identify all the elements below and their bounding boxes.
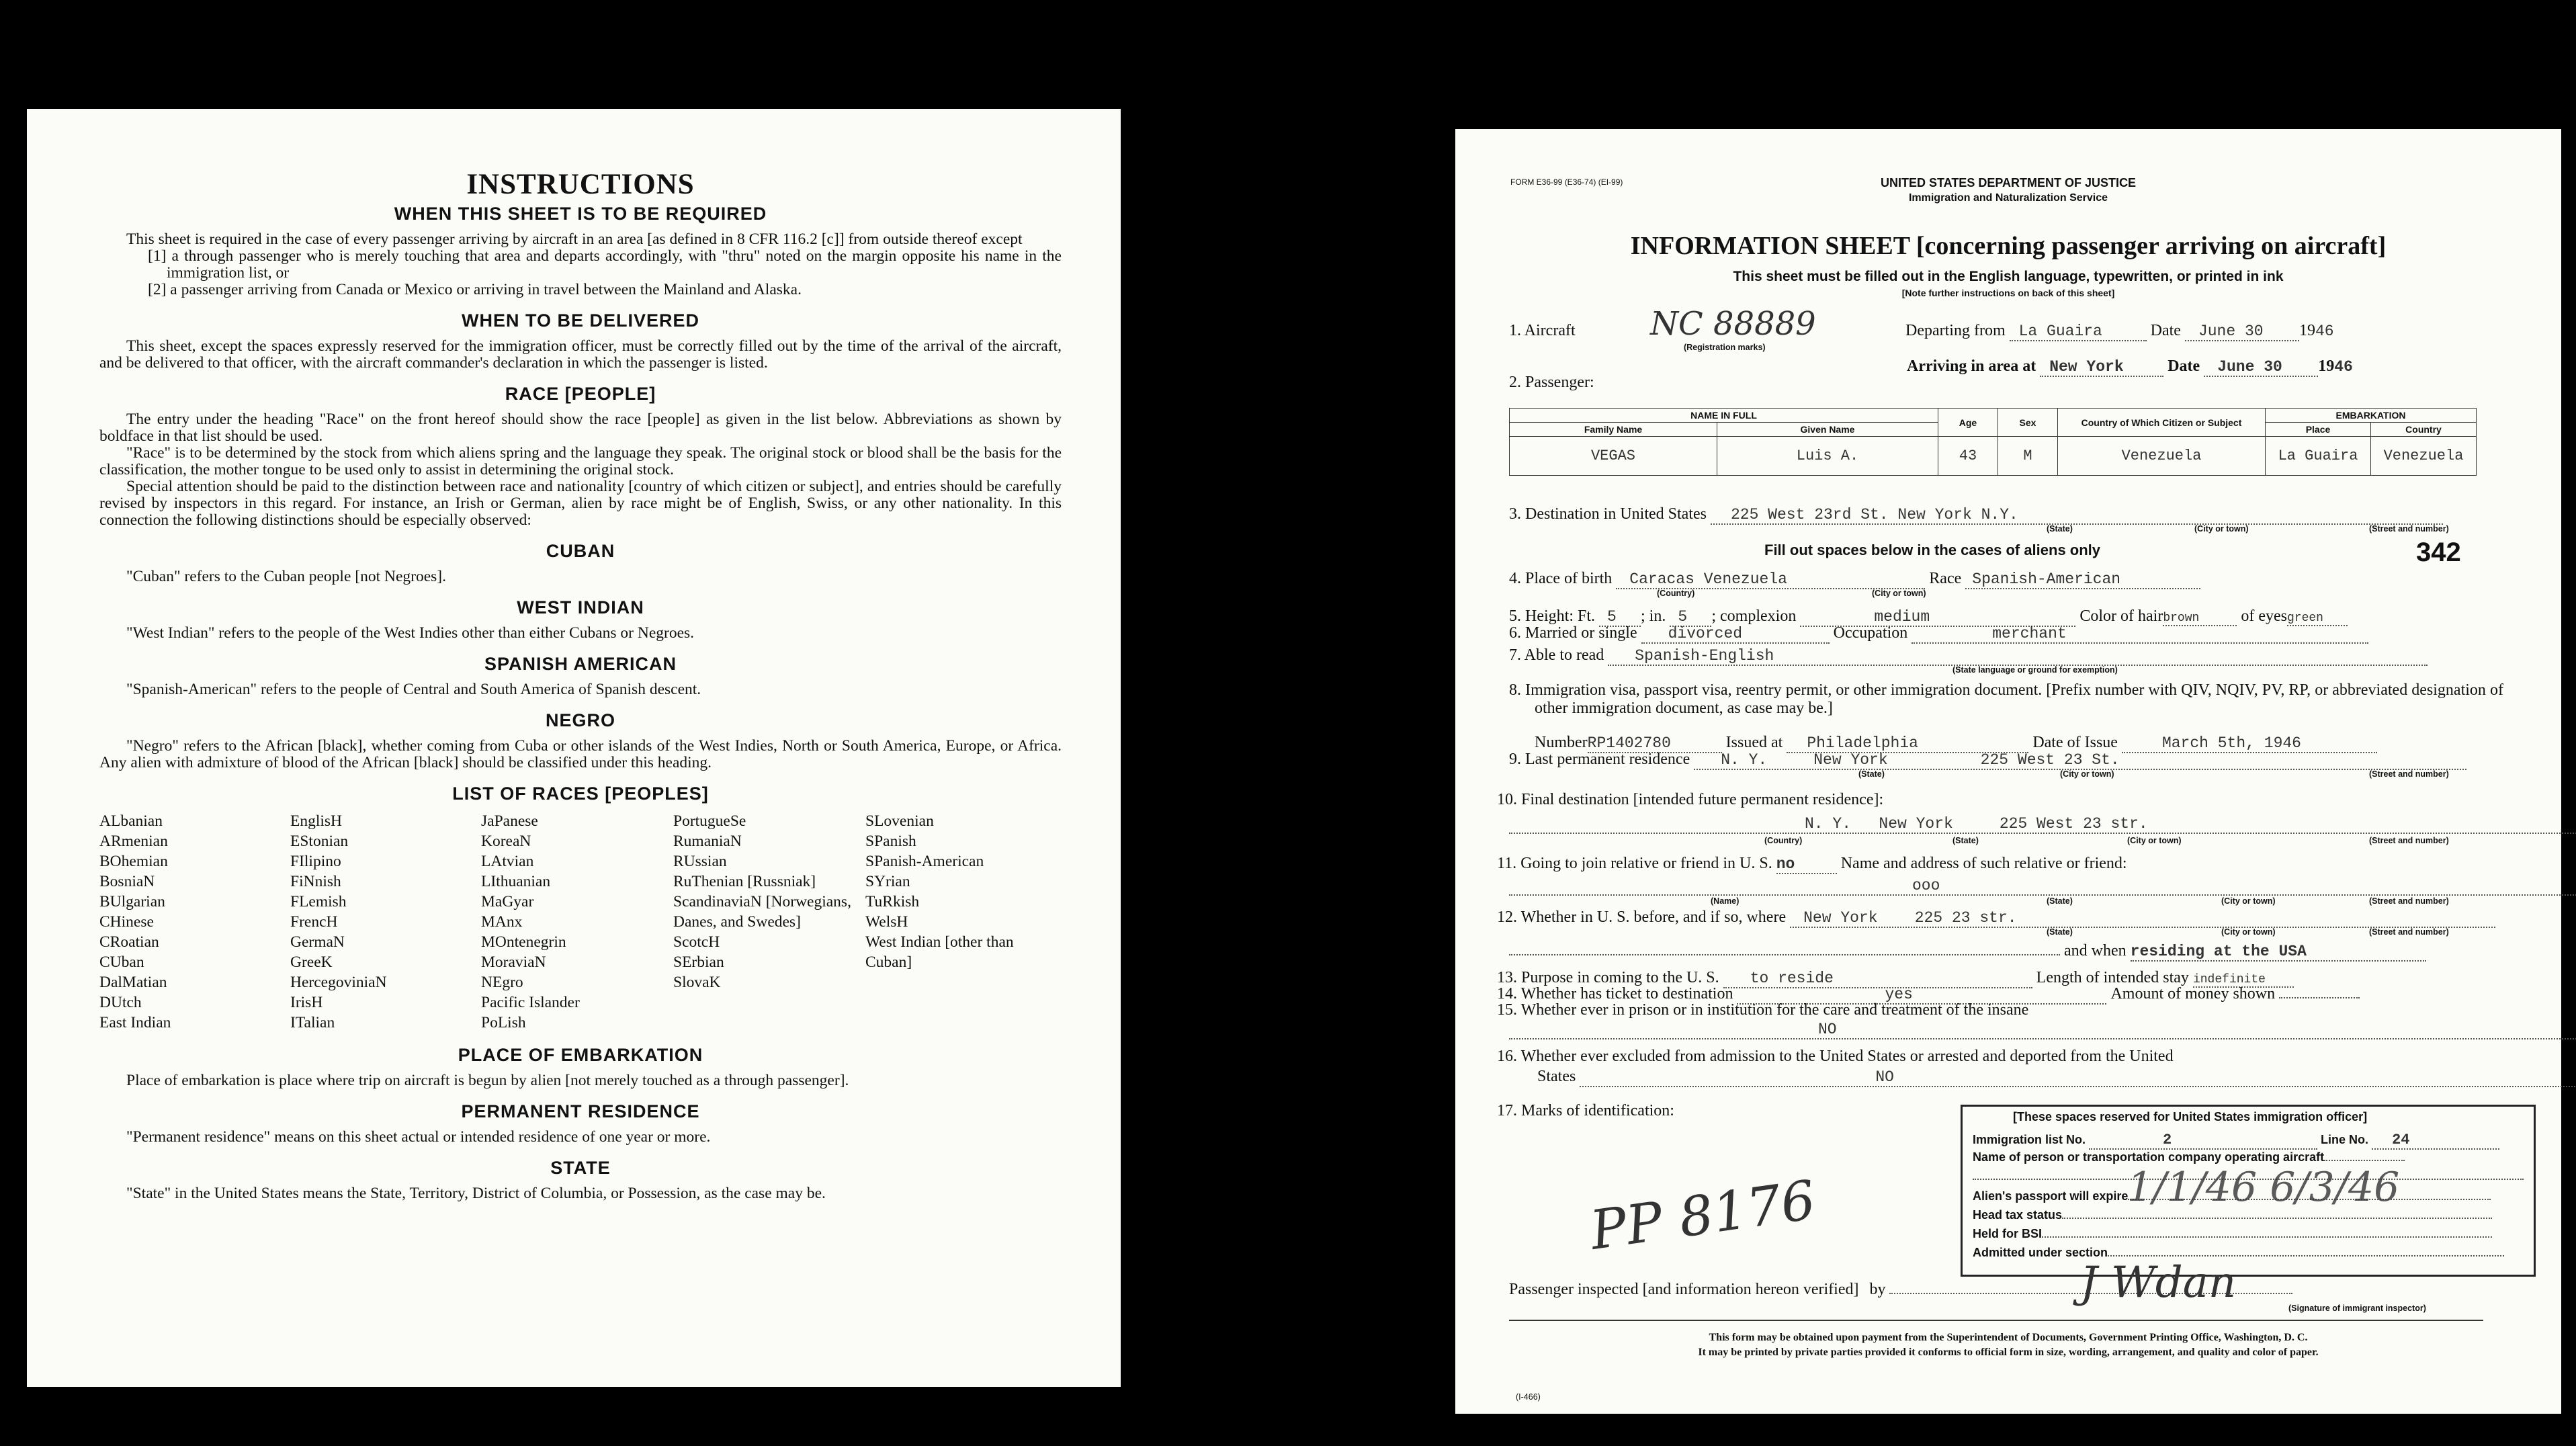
footer-line: This form may be obtained upon payment from the Superintendent of Documents, Government Printing Office, Washington, D. C. bbox=[1709, 1332, 2308, 1343]
before-value: New York 225 23 str. bbox=[1790, 909, 2495, 928]
sex: M bbox=[1998, 437, 2058, 476]
item-aircraft bbox=[1509, 322, 1576, 340]
label: Race bbox=[1929, 570, 1962, 587]
section-heading: WEST INDIAN bbox=[517, 597, 644, 618]
item-before-us bbox=[1497, 908, 2495, 928]
caption: (City or town) bbox=[2221, 896, 2276, 906]
join-value: no bbox=[1776, 855, 1837, 874]
item-visa: 8. Immigration visa, passport visa, reentry permit, or other immigration document. [Prefix number with QIV, NQIV, PV, RP, or abbreviated designation of other immigration document, as case may be.] bbox=[1509, 681, 2503, 717]
label: Arriving in area at bbox=[1907, 357, 2036, 375]
form-note: [Note further instructions on back of this sheet] bbox=[1901, 288, 2115, 298]
label: Alien's passport will expire bbox=[1973, 1189, 2129, 1203]
caption: (Name) bbox=[1711, 896, 1740, 906]
section-heading: CUBAN bbox=[546, 541, 615, 561]
caption: (City or town) bbox=[1872, 589, 1926, 598]
arriving-value: New York bbox=[2040, 358, 2163, 377]
label: 5. Height: Ft. bbox=[1509, 607, 1596, 625]
final-destination-value: N. Y. New York 225 West 23 str. bbox=[1509, 815, 2576, 834]
paragraph: "West Indian" refers to the people of the West Indies other than either Cubans or Negroes. bbox=[126, 624, 695, 642]
item-final-destination: 10. Final destination [intended future permanent residence]: bbox=[1497, 791, 1884, 808]
paragraph: This sheet, except the spaces expressly reserved for the immigration officer, must be correctly filled out by the time of the arrival of the aircraft, and be delivered to that officer, with the aircraft commander's declaration in which the passenger is listed. bbox=[99, 337, 1062, 372]
section-heading: STATE bbox=[550, 1158, 611, 1178]
item-excluded: 16. Whether ever excluded from admission to the United States or arrested and deported from the United bbox=[1497, 1048, 2174, 1065]
occupation-value: merchant bbox=[1912, 625, 2368, 644]
box-person-field bbox=[1973, 1150, 2405, 1164]
length-value: indefinite bbox=[2193, 973, 2294, 988]
eyes-value: green bbox=[2287, 611, 2348, 626]
label: 1. Aircraft bbox=[1509, 322, 1576, 339]
caption: (Registration marks) bbox=[1684, 343, 1766, 352]
label: ; in. bbox=[1641, 607, 1666, 625]
label: Amount of money shown bbox=[2110, 985, 2276, 1003]
label: Admitted under section bbox=[1973, 1246, 2108, 1259]
races-column: ALbanian ARmenian BOhemian BosniaN BUlgarian CHinese CRoatian CUban DalMatian DUtch East Indian bbox=[99, 812, 171, 1031]
prison-field bbox=[1509, 1020, 2576, 1039]
hair-value: brown bbox=[2163, 611, 2237, 626]
caption: (State) bbox=[2047, 524, 2073, 534]
races-column: PortugueSe RumaniaN RUssian RuThenian [Russniak] ScandinaviaN [Norwegians, Danes, and Swedes] ScotcH SErbian SlovaK bbox=[673, 812, 851, 991]
citizenship: Venezuela bbox=[2058, 437, 2266, 476]
label: Name of person or transportation company operating aircraft bbox=[1973, 1150, 2325, 1164]
visa-date: March 5th, 1946 bbox=[2122, 734, 2377, 753]
caption: (Street and number) bbox=[2369, 524, 2449, 534]
header-cell: Age bbox=[1938, 409, 1998, 437]
caption: (Street and number) bbox=[2369, 836, 2449, 845]
label: Date of Issue bbox=[2032, 734, 2118, 751]
paragraph: Special attention should be paid to the distinction between race and nationality [country of which citizen or subject], and entries should be carefully revised by inspectors in this regard. For instance, an Irish or German, alien by race might be of English, Swiss, or any other nationality. In this connection the following distinctions should be especially observed: bbox=[99, 478, 1062, 529]
family-name: VEGAS bbox=[1510, 437, 1717, 476]
races-column: JaPanese KoreaN LAtvian LIthuanian MaGyar MAnx MOntenegrin MoraviaN NEgro Pacific Islander PoLish bbox=[481, 812, 580, 1031]
label: 3. Destination in United States bbox=[1509, 505, 1707, 523]
caption: (Country) bbox=[1764, 836, 1803, 845]
height-in: 5 bbox=[1670, 608, 1711, 627]
age: 43 bbox=[1938, 437, 1998, 476]
form-number: FORM E36-99 (E36-74) (EI-99) bbox=[1510, 177, 1623, 187]
label: Occupation bbox=[1833, 624, 1908, 642]
handwritten-marks: PP 8176 bbox=[1586, 1168, 1819, 1262]
caption: (City or town) bbox=[2127, 836, 2182, 845]
label: 4. Place of birth bbox=[1509, 570, 1613, 587]
divider bbox=[1509, 1320, 2483, 1321]
handwritten-date: 1/1/46 6/3/46 bbox=[2127, 1164, 2400, 1211]
item-last-residence bbox=[1509, 751, 2466, 770]
paragraph: "State" in the United States means the State, Territory, District of Columbia, or Possession, as the case may be. bbox=[126, 1185, 826, 1202]
races-list bbox=[99, 811, 1062, 1033]
item-married bbox=[1509, 624, 2368, 644]
when-value: residing at the USA bbox=[2131, 943, 2426, 962]
caption: (State) bbox=[1952, 836, 1979, 845]
caption: (City or town) bbox=[2060, 769, 2114, 779]
footer-line: It may be printed by private parties provided it conforms to official form in size, wording, arrangement, and quality and color of paper. bbox=[1698, 1347, 2319, 1358]
caption: (State) bbox=[2047, 896, 2073, 906]
header-cell: Sex bbox=[1998, 409, 2058, 437]
destination-value: 225 West 23rd St. New York N.Y. bbox=[1711, 506, 2443, 525]
label: Issued at bbox=[1725, 734, 1783, 751]
box-bsi-field bbox=[1973, 1227, 2492, 1241]
label: Head tax status bbox=[1973, 1208, 2063, 1222]
paragraph: "Spanish-American" refers to the people of Central and South America of Spanish descent. bbox=[126, 681, 701, 698]
blank-line bbox=[2062, 1218, 2492, 1219]
money-value bbox=[2279, 997, 2360, 998]
label: Passenger inspected [and information hereon verified] bbox=[1509, 1281, 1859, 1298]
ticket-value: yes bbox=[1737, 986, 2106, 1005]
blank-line bbox=[1509, 954, 2060, 955]
paragraph: "Permanent residence" means on this sheet actual or intended residence of one year or more. bbox=[126, 1128, 711, 1146]
paragraph: This sheet is required in the case of every passenger arriving by aircraft in an area [as defined in 8 CFR 116.2 [c]] from outside thereof except bbox=[126, 230, 1023, 248]
races-column: SLovenian SPanish SPanish-American SYrian TuRkish WelsH West Indian [other than Cuban] bbox=[865, 812, 1014, 971]
form-title: INFORMATION SHEET [concerning passenger arriving on aircraft] bbox=[1630, 232, 2387, 260]
caption: (Street and number) bbox=[2369, 927, 2449, 937]
line-number: 24 bbox=[2372, 1132, 2499, 1150]
blank-line bbox=[2324, 1160, 2405, 1161]
form-subtitle: This sheet must be filled out in the English language, typewritten, or printed in ink bbox=[1733, 269, 2284, 284]
section-heading: PLACE OF EMBARKATION bbox=[458, 1045, 703, 1065]
passenger-table bbox=[1509, 408, 2477, 476]
label: States bbox=[1537, 1068, 1576, 1085]
join-detail-value: ooo bbox=[1509, 877, 2576, 896]
item-prison: 15. Whether ever in prison or in institution for the care and treatment of the insane bbox=[1497, 1001, 2029, 1019]
item-read bbox=[1509, 646, 2428, 666]
label: Date bbox=[2167, 357, 2200, 375]
caption: (Street and number) bbox=[2369, 769, 2449, 779]
complexion-value: medium bbox=[1800, 608, 2075, 627]
paragraph: "Cuban" refers to the Cuban people [not Negroes]. bbox=[126, 568, 446, 585]
embarkation-country: Venezuela bbox=[2371, 437, 2477, 476]
section-heading: WHEN TO BE DELIVERED bbox=[461, 310, 700, 331]
departing-value: La Guaira bbox=[2010, 323, 2147, 341]
caption: (State) bbox=[1858, 769, 1885, 779]
excluded-field bbox=[1537, 1068, 2576, 1087]
header-cell: Country bbox=[2371, 423, 2477, 437]
excluded-value: NO bbox=[1580, 1068, 2576, 1087]
label: 6. Married or single bbox=[1509, 624, 1637, 642]
visa-number: RP1402780 bbox=[1588, 734, 1722, 753]
instructions-page bbox=[27, 109, 1121, 1387]
box-admitted-field bbox=[1973, 1246, 2504, 1260]
label: Number bbox=[1535, 734, 1588, 751]
aliens-only-note: Fill out spaces below in the cases of aliens only bbox=[1764, 542, 2101, 558]
label: 14. Whether has ticket to destination bbox=[1497, 985, 1733, 1003]
read-value: Spanish-English bbox=[1608, 647, 2428, 666]
label: Held for BSI bbox=[1973, 1227, 2043, 1240]
header-cell: Country of Which Citizen or Subject bbox=[2058, 409, 2266, 437]
table-header-row bbox=[1510, 409, 2477, 423]
label: Color of hair bbox=[2079, 607, 2163, 625]
item-join-relative bbox=[1497, 855, 2127, 874]
section-heading: RACE [PEOPLE] bbox=[505, 384, 656, 404]
height-ft: 5 bbox=[1599, 608, 1641, 627]
arriving-field bbox=[1907, 357, 2353, 377]
label: of eyes bbox=[2241, 607, 2287, 625]
caption: (Signature of immigrant inspector) bbox=[2288, 1304, 2426, 1313]
item-passenger: 2. Passenger: bbox=[1509, 374, 1594, 391]
birth-value: Caracas Venezuela bbox=[1616, 570, 1925, 589]
prison-value: NO bbox=[1509, 1021, 2576, 1039]
section-heading: PERMANENT RESIDENCE bbox=[461, 1101, 700, 1121]
label: Length of intended stay bbox=[2036, 969, 2189, 986]
department-name: UNITED STATES DEPARTMENT OF JUSTICE bbox=[1880, 176, 2136, 189]
label: ; complexion bbox=[1711, 607, 1797, 625]
exception-item: [1] a through passenger who is merely touching that area and departs accordingly, with "thru" noted on the margin opposite his name in the immigration list, or bbox=[148, 247, 1062, 282]
paragraph: "Race" is to be determined by the stock from which aliens spring and the language they speak. The original stock or blood shall be the basis for the classification, the mother tongue to be used only to assist in determining the original stock. bbox=[99, 444, 1062, 478]
last-residence-value: N. Y. New York 225 West 23 St. bbox=[1694, 751, 2466, 770]
list-number: 2 bbox=[2089, 1132, 2317, 1150]
header-cell: Family Name bbox=[1510, 423, 1717, 437]
label: 7. Able to read bbox=[1509, 646, 1604, 664]
married-value: divorced bbox=[1641, 625, 1830, 644]
races-column: EnglisH EStonian FIlipino FiNnish FLemish FrencH GermaN GreeK HercegoviniaN IrisH ITalian bbox=[290, 812, 387, 1031]
label: Departing from bbox=[1905, 322, 2006, 339]
item-birth bbox=[1509, 570, 2200, 589]
paragraph: The entry under the heading "Race" on the front hereof should show the race [people] as given in the list below. Abbreviations as shown by boldface in that list should be used. bbox=[99, 411, 1062, 445]
section-heading: LIST OF RACES [PEOPLES] bbox=[452, 783, 709, 804]
label: by bbox=[1869, 1281, 1886, 1298]
header-cell: Given Name bbox=[1717, 423, 1938, 437]
section-heading: WHEN THIS SHEET IS TO BE REQUIRED bbox=[394, 204, 767, 224]
race-value: Spanish-American bbox=[1965, 570, 2200, 589]
print-code: (I-466) bbox=[1516, 1392, 1541, 1402]
blank-line bbox=[2042, 1236, 2492, 1238]
label: 13. Purpose in coming to the U. S. bbox=[1497, 969, 1719, 986]
box-list-field bbox=[1973, 1132, 2499, 1150]
item-marks: 17. Marks of identification: bbox=[1497, 1102, 1674, 1119]
header-cell: Place bbox=[2266, 423, 2371, 437]
label: 12. Whether in U. S. before, and if so, where bbox=[1497, 908, 1787, 926]
departure-date: June 30 bbox=[2185, 323, 2299, 341]
label: 9. Last permanent residence bbox=[1509, 751, 1690, 768]
stamp-number: 342 bbox=[2416, 538, 2461, 567]
arrival-year: 46 bbox=[2334, 358, 2353, 376]
caption: (Country) bbox=[1657, 589, 1695, 598]
header-cell: NAME IN FULL bbox=[1510, 409, 1938, 423]
departing-field bbox=[1905, 322, 2334, 341]
label: Date bbox=[2150, 322, 2181, 339]
purpose-value: to reside bbox=[1723, 970, 2032, 988]
blank-line bbox=[2108, 1255, 2504, 1257]
inspector-signature: J Wdan bbox=[2080, 1258, 2237, 1308]
caption: (State language or ground for exemption) bbox=[1952, 665, 2118, 675]
information-sheet-page bbox=[1455, 129, 2561, 1414]
label: 19 bbox=[2299, 322, 2315, 339]
label: Immigration list No. bbox=[1973, 1133, 2086, 1146]
when-field bbox=[1509, 942, 2426, 962]
join-detail-field bbox=[1509, 876, 2576, 896]
section-heading: NEGRO bbox=[545, 710, 615, 730]
caption: (City or town) bbox=[2194, 524, 2249, 534]
box-title: [These spaces reserved for United States immigration officer] bbox=[2013, 1110, 2368, 1123]
table-row bbox=[1510, 437, 2477, 476]
aircraft-registration: NC 88889 bbox=[1650, 305, 1816, 343]
caption: (City or town) bbox=[2221, 927, 2276, 937]
embarkation-place: La Guaira bbox=[2266, 437, 2371, 476]
instructions-title: INSTRUCTIONS bbox=[466, 169, 695, 200]
label: Name and address of such relative or friend: bbox=[1840, 855, 2127, 872]
item-destination bbox=[1509, 505, 2443, 525]
departure-year: 46 bbox=[2315, 323, 2334, 340]
label: 11. Going to join relative or friend in U. S. bbox=[1497, 855, 1772, 872]
arrival-date: June 30 bbox=[2204, 358, 2318, 377]
caption: (Street and number) bbox=[2369, 896, 2449, 906]
header-cell: EMBARKATION bbox=[2266, 409, 2477, 423]
visa-issued-at: Philadelphia bbox=[1787, 734, 2028, 753]
final-destination-field bbox=[1509, 814, 2576, 834]
label: Line No. bbox=[2321, 1133, 2369, 1146]
label: and when bbox=[2064, 942, 2127, 960]
paragraph: "Negro" refers to the African [black], whether coming from Cuba or other islands of the West Indies, North or South America, Europe, or Africa. Any alien with admixture of blood of the African [black] should be classified under this heading. bbox=[99, 737, 1062, 771]
caption: (State) bbox=[2047, 927, 2073, 937]
exception-item: [2] a passenger arriving from Canada or Mexico or arriving in travel between the Mainland and Alaska. bbox=[148, 281, 802, 298]
service-name: Immigration and Naturalization Service bbox=[1908, 192, 2108, 204]
given-name: Luis A. bbox=[1717, 437, 1938, 476]
section-heading: SPANISH AMERICAN bbox=[484, 654, 677, 674]
label: 19 bbox=[2318, 357, 2335, 375]
paragraph: Place of embarkation is place where trip on aircraft is begun by alien [not merely touched as a through passenger]. bbox=[126, 1072, 849, 1089]
